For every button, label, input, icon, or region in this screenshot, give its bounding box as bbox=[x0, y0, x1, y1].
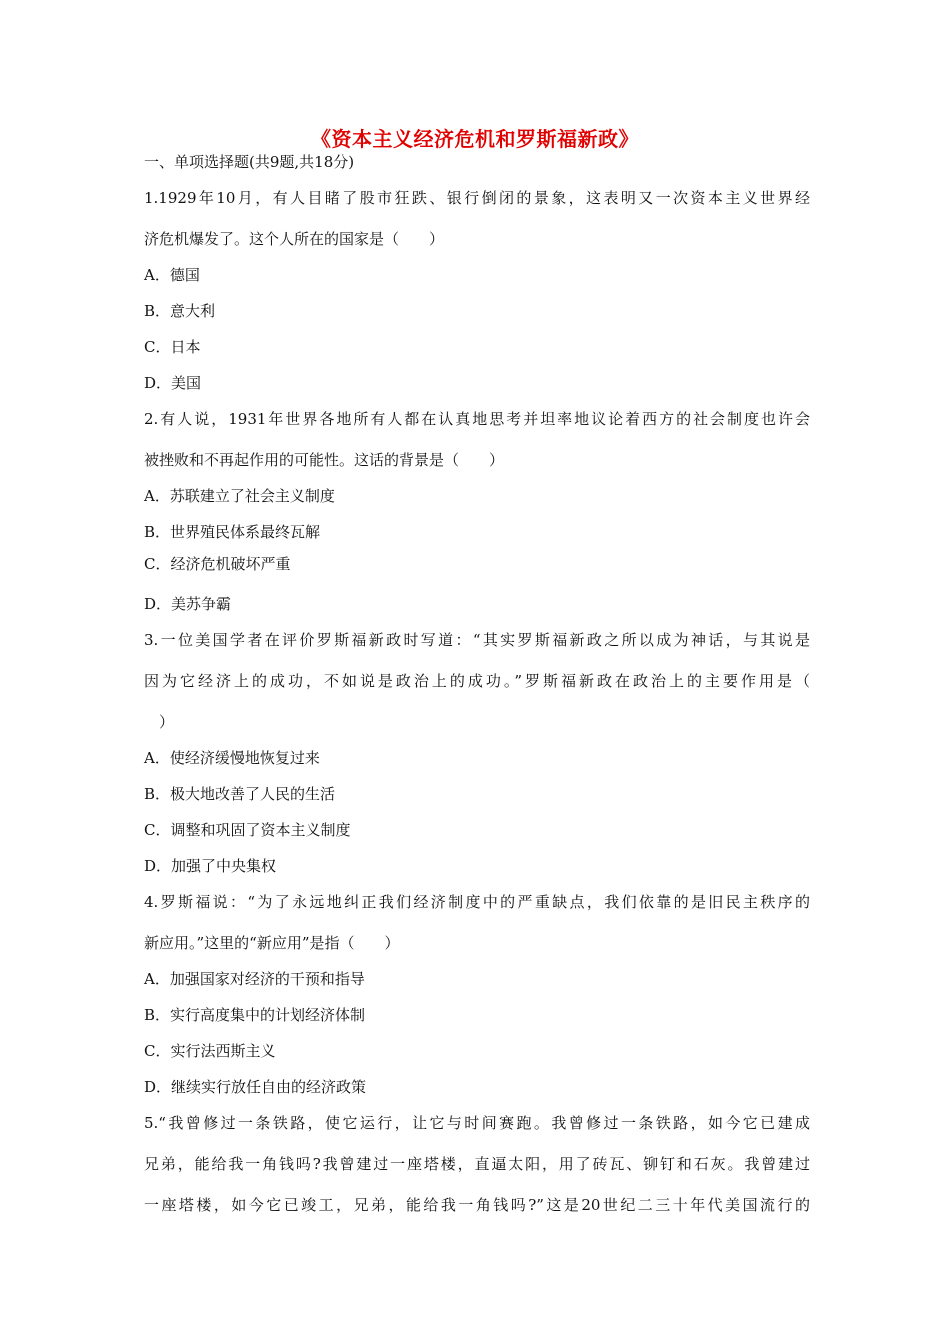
question-3-stem-line-3: ） bbox=[144, 713, 175, 731]
question-4-stem-line-2: 新应用。”这里的“新应用”是指（ ） bbox=[144, 934, 400, 952]
question-5-stem-line-3: 一座塔楼，如今它已竣工，兄弟，能给我一角钱吗?”这是20世纪二三十年代美国流行的 bbox=[144, 1196, 810, 1214]
question-3-stem-line-2: 因为它经济上的成功，不如说是政治上的成功。”罗斯福新政在政治上的主要作用是（ bbox=[144, 672, 810, 690]
question-2-stem-line-2: 被挫败和不再起作用的可能性。这话的背景是（ ） bbox=[144, 451, 505, 469]
question-3-option-d: D．加强了中央集权 bbox=[144, 857, 277, 875]
question-4-option-d: D．继续实行放任自由的经济政策 bbox=[144, 1078, 367, 1096]
question-5-stem-line-1: 5.“我曾修过一条铁路，使它运行，让它与时间赛跑。我曾修过一条铁路，如今它已建成 bbox=[144, 1114, 810, 1132]
question-2-option-d: D．美苏争霸 bbox=[144, 595, 232, 613]
section-heading: 一、单项选择题(共9题,共18分) bbox=[144, 153, 355, 171]
question-3-option-b: B．极大地改善了人民的生活 bbox=[144, 785, 336, 803]
question-3-stem-line-1: 3.一位美国学者在评价罗斯福新政时写道：“其实罗斯福新政之所以成为神话，与其说是 bbox=[144, 631, 810, 649]
question-4-stem-line-1: 4.罗斯福说：“为了永远地纠正我们经济制度中的严重缺点，我们依靠的是旧民主秩序的 bbox=[144, 893, 810, 911]
document-title: 《资本主义经济危机和罗斯福新政》 bbox=[311, 127, 639, 151]
question-4-option-a: A．加强国家对经济的干预和指导 bbox=[144, 970, 365, 988]
question-2-option-c: C．经济危机破坏严重 bbox=[144, 555, 291, 573]
question-1-stem-line-1: 1.1929年10月，有人目睹了股市狂跌、银行倒闭的景象，这表明又一次资本主义世界经 bbox=[144, 189, 810, 207]
question-2-option-b: B．世界殖民体系最终瓦解 bbox=[144, 523, 321, 541]
question-3-option-c: C．调整和巩固了资本主义制度 bbox=[144, 821, 351, 839]
question-1-option-a: A．德国 bbox=[144, 266, 200, 284]
question-2-stem-line-1: 2.有人说，1931年世界各地所有人都在认真地思考并坦率地议论着西方的社会制度也许会 bbox=[144, 410, 810, 428]
question-2-option-a: A．苏联建立了社会主义制度 bbox=[144, 487, 335, 505]
question-5-stem-line-2: 兄弟，能给我一角钱吗?我曾建过一座塔楼，直逼太阳，用了砖瓦、铆钉和石灰。我曾建过 bbox=[144, 1155, 810, 1173]
question-1-option-b: B．意大利 bbox=[144, 302, 216, 320]
question-1-option-c: C．日本 bbox=[144, 338, 201, 356]
question-1-stem-line-2: 济危机爆发了。这个人所在的国家是（ ） bbox=[144, 230, 445, 248]
question-4-option-b: B．实行高度集中的计划经济体制 bbox=[144, 1006, 366, 1024]
question-4-option-c: C．实行法西斯主义 bbox=[144, 1042, 276, 1060]
question-1-option-d: D．美国 bbox=[144, 374, 202, 392]
question-3-option-a: A．使经济缓慢地恢复过来 bbox=[144, 749, 320, 767]
